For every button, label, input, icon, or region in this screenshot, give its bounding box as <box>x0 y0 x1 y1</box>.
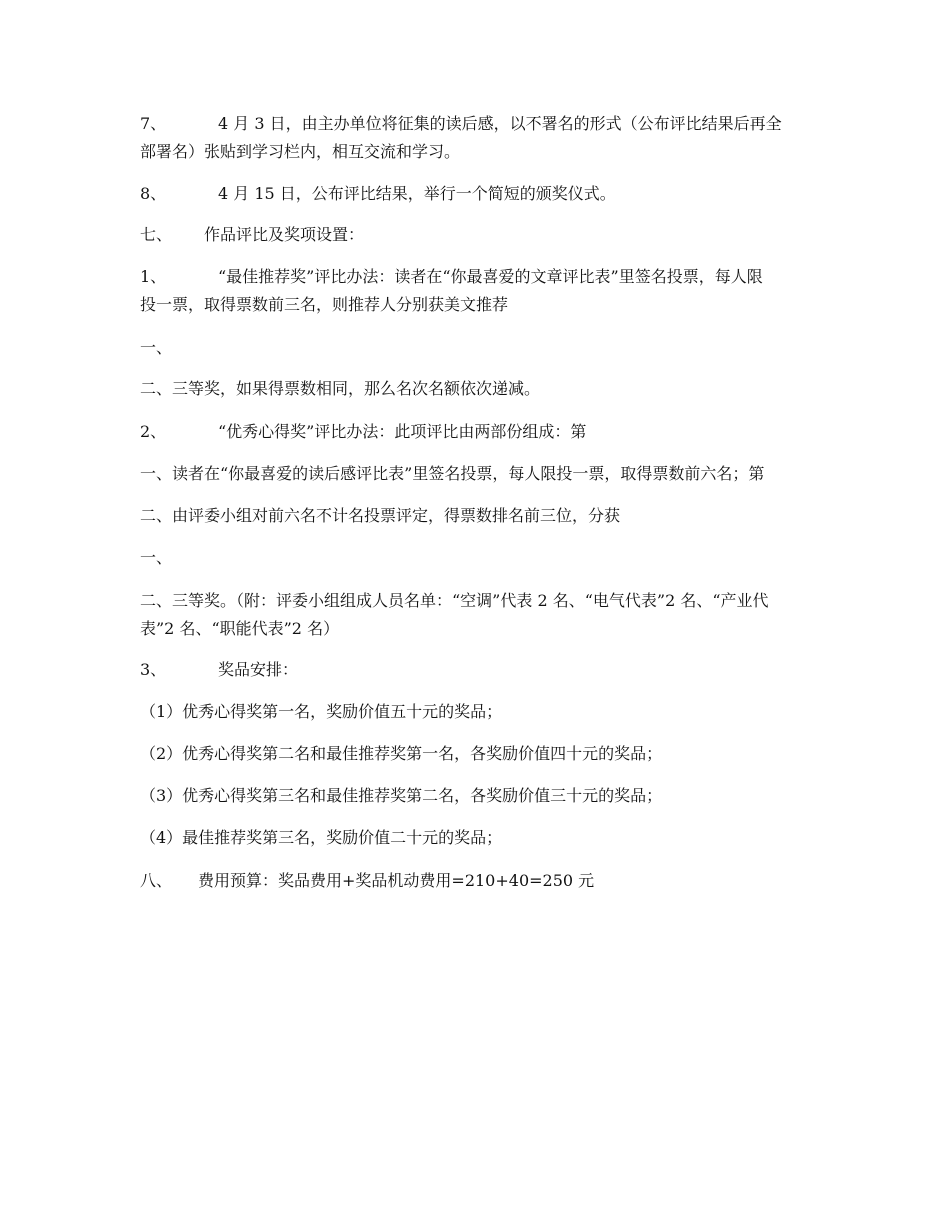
item-number: 8、 <box>140 184 167 203</box>
item-text: 奖品安排： <box>218 660 299 679</box>
prize-2: （2）优秀心得奖第二名和最佳推荐奖第一名，各奖励价值四十元的奖品； <box>140 744 663 763</box>
item-text: 4 月 15 日，公布评比结果，举行一个简短的颁奖仪式。 <box>218 184 616 203</box>
item-text: 4 月 3 日，由主办单位将征集的读后感，以不署名的形式（公布评比结果后再全 <box>218 114 782 133</box>
item-text: “最佳推荐奖”评比办法：读者在“你最喜爱的文章评比表”里签名投票，每人限 <box>218 267 763 286</box>
section-number: 七、 <box>140 225 173 244</box>
paragraph: 一、 <box>140 338 173 357</box>
paragraph: 一、读者在“你最喜爱的读后感评比表”里签名投票，每人限投一票，取得票数前六名；第 <box>140 464 765 483</box>
item-8 <box>140 184 616 204</box>
section-number: 八、 <box>140 871 173 890</box>
paragraph: 二、三等奖。（附：评委小组组成人员名单：“空调”代表 2 名、“电气代表”2 名、“产业代 <box>140 591 769 610</box>
section-7-heading <box>140 225 364 245</box>
item-number: 1、 <box>140 267 167 286</box>
section-title: 费用预算：奖品费用+奖品机动费用=210+40=250 元 <box>198 871 595 890</box>
prize-1: （1）优秀心得奖第一名，奖励价值五十元的奖品； <box>140 702 503 721</box>
item-number: 7、 <box>140 114 167 133</box>
prize-3: （3）优秀心得奖第三名和最佳推荐奖第二名，各奖励价值三十元的奖品； <box>140 786 663 805</box>
paragraph: 二、三等奖，如果得票数相同，那么名次名额依次递减。 <box>140 379 541 398</box>
item-text: “优秀心得奖”评比办法：此项评比由两部份组成：第 <box>218 422 587 441</box>
item-2 <box>140 422 586 442</box>
item-number: 3、 <box>140 660 167 679</box>
section-title: 作品评比及奖项设置： <box>204 225 365 244</box>
paragraph: 二、由评委小组对前六名不计名投票评定，得票数排名前三位，分获 <box>140 506 621 525</box>
paragraph-cont: 表”2 名、“职能代表”2 名） <box>140 619 340 638</box>
section-8-budget <box>140 871 594 891</box>
item-7-cont: 部署名）张贴到学习栏内，相互交流和学习。 <box>140 142 461 161</box>
item-3 <box>140 660 298 680</box>
item-7 <box>140 114 782 134</box>
paragraph: 一、 <box>140 548 173 567</box>
prize-4: （4）最佳推荐奖第三名，奖励价值二十元的奖品； <box>140 828 503 847</box>
item-1-cont: 投一票，取得票数前三名，则推荐人分别获美文推荐 <box>140 295 509 314</box>
item-number: 2、 <box>140 422 167 441</box>
item-1 <box>140 267 763 287</box>
